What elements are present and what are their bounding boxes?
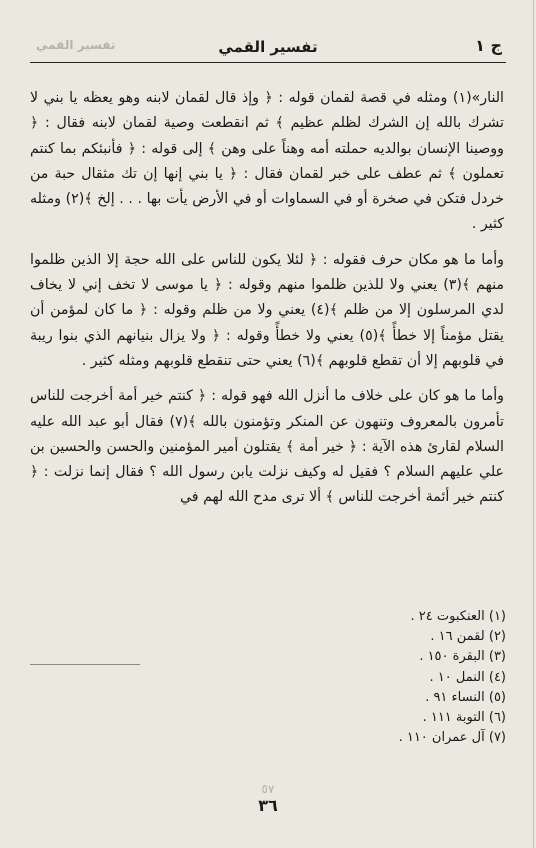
bleed-through-title: تفسير القمي — [36, 38, 116, 52]
page-edge — [533, 0, 534, 848]
paragraph-2: وأما ما هو مكان حرف فقوله : ﴿ لئلا يكون للناس على الله حجة إلا الذين ظلموا منهم ﴾(٣) يعني ولا للذين ظلموا منهم وقوله : ﴿ يا موسى لا تخف إني لا يخاف لدي المرسلون إلا من ظلم ﴾(٤) يعني ولا من ظلم وقوله : ﴿ ما كان لمؤمن أن يقتل مؤمناً إلا خطأً ﴾(٥) يعني ولا خطأً وقوله : ﴿ ولا يزال بنيانهم الذي بنوا ريبة في قلوبهم إلا أن تقطع قلوبهم ﴾(٦) يعني حتى تنقطع قلوبهم ومثله كثير . — [30, 251, 504, 369]
footnote-2: (٢) لقمن ١٦ . — [430, 629, 506, 645]
footnotes — [286, 607, 506, 748]
footnote-6: (٦) التوبة ١١١ . — [422, 710, 506, 726]
page-number: ٣٦ — [258, 796, 278, 815]
footnote-7: (٧) آل عمران ١١٠ . — [398, 730, 506, 746]
footnote-5: (٥) النساء ٩١ . — [425, 689, 506, 705]
footnote-separator — [30, 664, 140, 665]
footnote-4: (٤) النمل ١٠ . — [429, 669, 506, 685]
book-title: تفسير القمي — [218, 38, 318, 56]
footnote-3: (٣) البقرة ١٥٠ . — [419, 649, 506, 665]
running-header — [30, 30, 506, 63]
main-text — [30, 86, 504, 523]
footnote-1: (١) العنكبوت ٢٤ . — [410, 609, 506, 624]
paragraph-1: النار»(١) ومثله في قصة لقمان قوله : ﴿ وإذ قال لقمان لابنه وهو يعظه يا بني لا تشرك بالله إن الشرك لظلم عظيم ﴾ ثم انقطعت وصية لقمان لابنه فقال : ﴿ ووصينا الإنسان بوالديه حملته أمه وهناً على وهن ﴾ إلى قوله : ﴿ فأنبئكم بما كنتم تعملون ﴾ ثم عطف على خبر لقمان فقال : ﴿ يا بني إنها إن تك مثقال حبة من خردل فتكن في صخرة أو في السماوات أو في الأرض يأت بها . . . إلخ ﴾(٢) ومثله كثير . — [30, 90, 504, 233]
volume-label: ج ١ — [475, 36, 502, 55]
bleed-through-page-number: ٥٧ — [261, 782, 275, 796]
paragraph-3: وأما ما هو كان على خلاف ما أنزل الله فهو قوله : ﴿ كنتم خير أمة أخرجت للناس تأمرون بالمعروف وتنهون عن المنكر وتؤمنون بالله ﴾(٧) فقال أبو عبد الله عليه السلام لقارئ هذه الآية : ﴿ خير أمة ﴾ يقتلون أمير المؤمنين والحسن والحسين بن علي عليهم السلام ؟ فقيل له وكيف نزلت يابن رسول الله ؟ فقال إنما نزلت : ﴿ كنتم خير أئمة أخرجت للناس ﴾ ألا ترى مدح الله لهم في — [30, 388, 504, 506]
